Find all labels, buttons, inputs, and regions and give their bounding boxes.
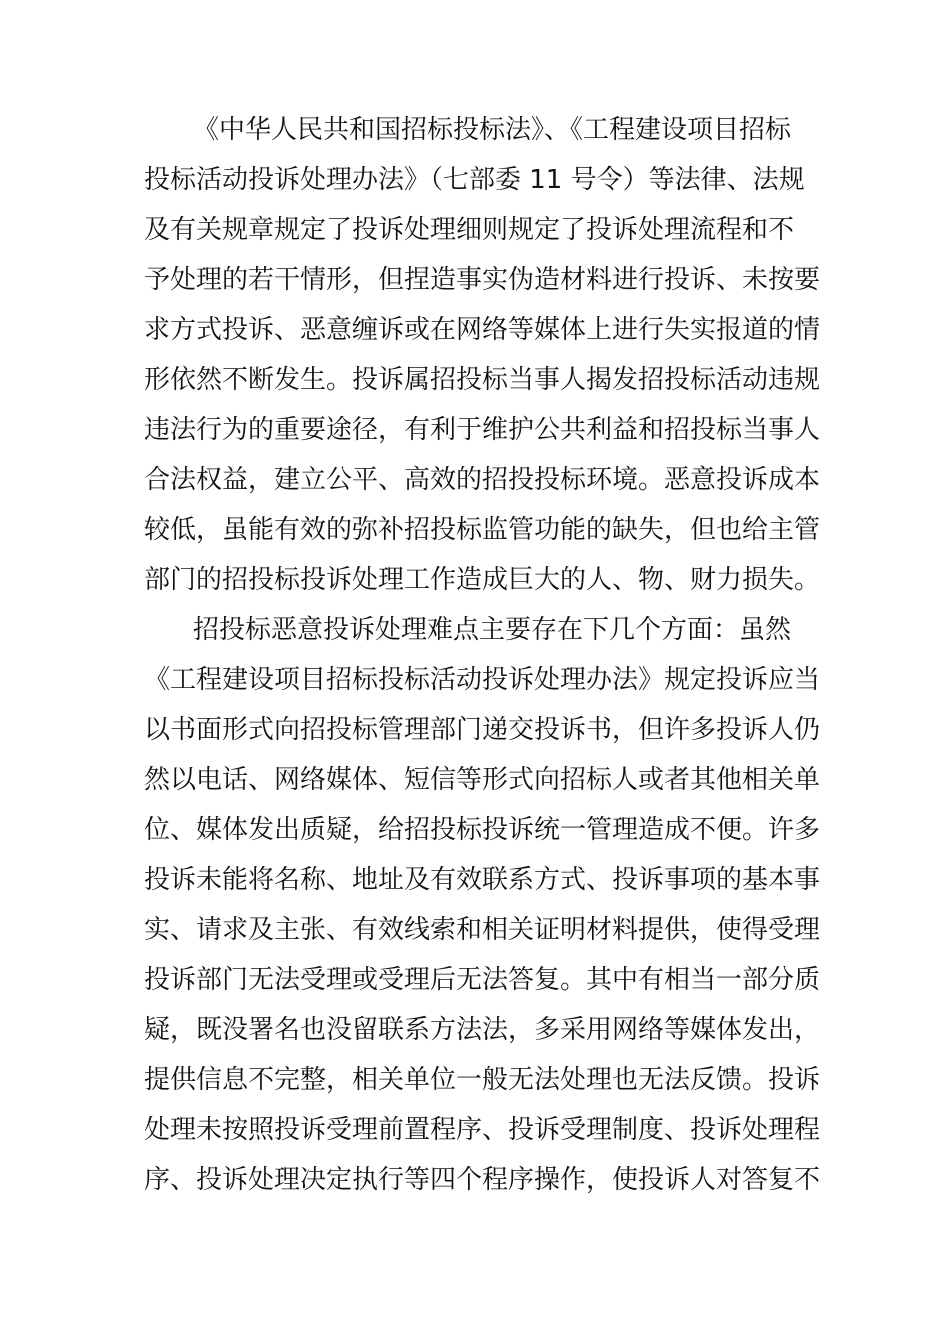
paragraph-2-line-9: 疑，既没署名也没留联系方法法，多采用网络等媒体发出， [144,1015,821,1045]
paragraph-1-line-6: 形依然不断发生。投诉属招投标当事人揭发招投标活动违规 [144,365,821,395]
paragraph-2-line-11: 处理未按照投诉受理前置程序、投诉受理制度、投诉处理程 [144,1115,821,1145]
paragraph-2-line-6: 投诉未能将名称、地址及有效联系方式、投诉事项的基本事 [144,865,821,895]
paragraph-2-line-10: 提供信息不完整，相关单位一般无法处理也无法反馈。投诉 [144,1065,821,1095]
paragraph-2-line-8: 投诉部门无法受理或受理后无法答复。其中有相当一部分质 [144,965,821,995]
paragraph-2-line-2: 《工程建设项目招标投标活动投诉处理办法》规定投诉应当 [144,665,821,695]
paragraph-2-line-3: 以书面形式向招投标管理部门递交投诉书，但许多投诉人仍 [144,715,821,745]
paragraph-1-line-7: 违法行为的重要途径，有利于维护公共利益和招投标当事人 [144,415,821,445]
paragraph-1-line-1: 《中华人民共和国招标投标法》、《工程建设项目招标 [193,115,792,145]
paragraph-1-line-2: 投标活动投诉处理办法》（七部委 11 号令）等法律、法规 [144,165,805,195]
paragraph-2-line-1: 招投标恶意投诉处理难点主要存在下几个方面：虽然 [193,615,792,645]
paragraph-2-line-12: 序、投诉处理决定执行等四个程序操作，使投诉人对答复不 [144,1165,821,1195]
paragraph-2-line-5: 位、媒体发出质疑，给招投标投诉统一管理造成不便。许多 [144,815,821,845]
paragraph-1-line-4: 予处理的若干情形，但捏造事实伪造材料进行投诉、未按要 [144,265,821,295]
paragraph-2-line-4: 然以电话、网络媒体、短信等形式向招标人或者其他相关单 [144,765,821,795]
paragraph-1-line-8: 合法权益，建立公平、高效的招投投标环境。恶意投诉成本 [144,465,821,495]
paragraph-2-line-7: 实、请求及主张、有效线索和相关证明材料提供，使得受理 [144,915,821,945]
paragraph-1-line-9: 较低，虽能有效的弥补招投标监管功能的缺失，但也给主管 [144,515,821,545]
paragraph-1-line-5: 求方式投诉、恶意缠诉或在网络等媒体上进行失实报道的情 [144,315,821,345]
paragraph-1-line-3: 及有关规章规定了投诉处理细则规定了投诉处理流程和不 [144,215,795,245]
paragraph-1-line-10: 部门的招投标投诉处理工作造成巨大的人、物、财力损失。 [144,565,821,595]
